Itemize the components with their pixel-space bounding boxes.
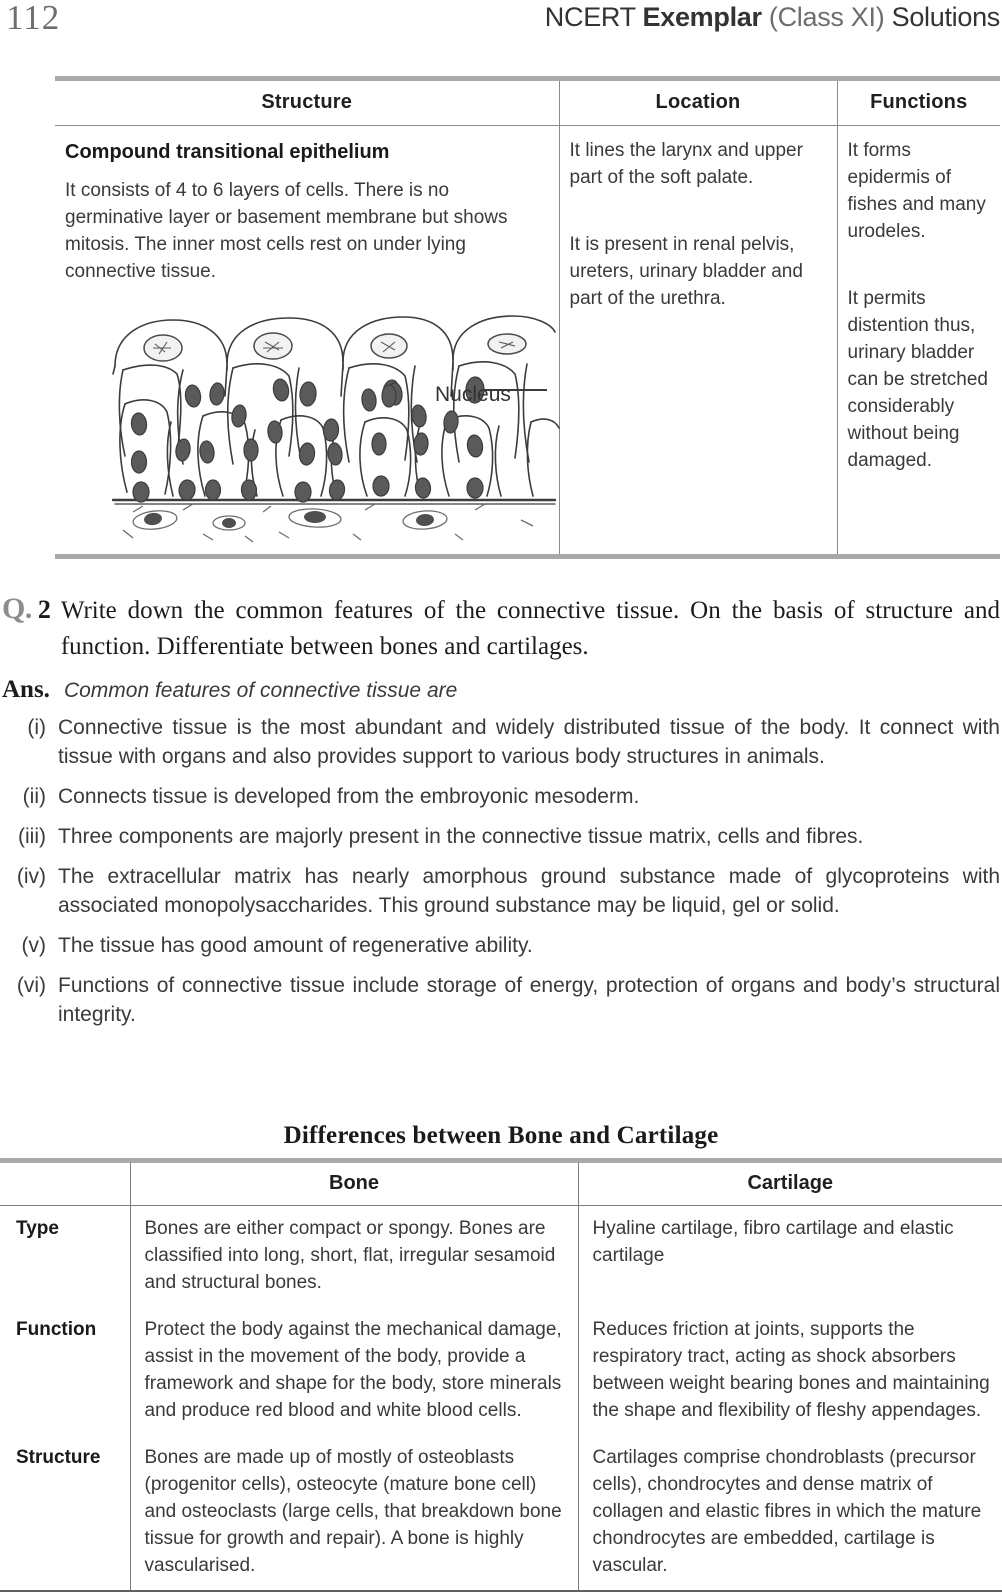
question-number: 2	[37, 595, 51, 624]
structure-body: It consists of 4 to 6 layers of cells. There is no germinative layer or basement membrane but shows mitosis. The inner most cells rest on under lying connective tissue.	[65, 180, 508, 283]
cell-cartilage-structure: Cartilages comprise chondroblasts (precursor cells), chondrocytes and dense matrix of collagen and elastic fibres in which the mature chondrocytes are embedded, cartilage is vascular.	[578, 1435, 1002, 1591]
list-text: Connective tissue is the most abundant and widely distributed tissue of the body. It connect with tissue with organs and also provides support to various body structures in animals.	[58, 716, 1000, 768]
question-answer-block	[0, 592, 1002, 1041]
functions-paragraph-1: It forms epidermis of fishes and many urodeles.	[847, 140, 986, 242]
running-head-solutions: Solutions	[884, 2, 1000, 32]
answer-lead-text: Common features of connective tissue are	[63, 679, 458, 702]
table-header-row	[55, 79, 1000, 126]
list-text: The tissue has good amount of regenerative ability.	[58, 933, 533, 957]
bone-cartilage-section	[0, 1108, 1002, 1592]
question-tag: Q.	[2, 592, 32, 625]
bone-cartilage-table	[0, 1158, 1002, 1592]
cell-bone-type: Bones are either compact or spongy. Bones are classified into long, short, flat, irregular sesamoid and structural bones.	[130, 1206, 578, 1307]
running-head-exemplar: Exemplar	[642, 2, 762, 32]
column-header-bone: Bone	[130, 1161, 578, 1206]
functions-paragraph-2: It permits distention thus, urinary bladder can be stretched considerably without being damaged.	[847, 287, 988, 471]
cell-structure	[55, 126, 559, 557]
list-marker: (ii)	[22, 784, 46, 808]
cell-functions	[837, 126, 1000, 557]
cell-bone-structure: Bones are made up of mostly of osteoblasts (progenitor cells), osteocyte (mature bone cell) and osteoclasts (large cells, that breakdown bone tissue for growth and repair). A bone is highly vascularised.	[130, 1435, 578, 1591]
list-item	[0, 972, 1002, 1030]
table-row	[0, 1435, 1002, 1591]
page-number: 112	[6, 0, 61, 37]
structure-title: Compound transitional epithelium	[65, 141, 390, 163]
list-text: Connects tissue is developed from the embroyonic mesoderm.	[58, 784, 640, 808]
list-text: Functions of connective tissue include storage of energy, protection of organs and body’s structural integrity.	[58, 973, 1000, 1026]
running-head-class: (Class XI)	[761, 2, 885, 32]
list-item	[0, 823, 1002, 852]
row-key-type: Type	[16, 1218, 59, 1239]
list-item	[0, 932, 1002, 961]
list-item	[0, 863, 1002, 921]
spacer	[848, 246, 991, 286]
list-marker: (i)	[27, 716, 46, 739]
location-paragraph-2: It is present in renal pelvis, ureters, urinary bladder and part of the urethra.	[569, 233, 803, 309]
list-item	[0, 783, 1002, 812]
column-header-structure: Structure	[55, 79, 559, 126]
bone-cartilage-caption: Differences between Bone and Cartilage	[283, 1122, 719, 1149]
epithelium-table	[55, 76, 1000, 559]
list-item	[0, 714, 1002, 772]
list-text: Three components are majorly present in the connective tissue matrix, cells and fibres.	[58, 824, 864, 848]
column-header-functions: Functions	[837, 79, 1000, 126]
table-row	[0, 1206, 1002, 1307]
row-key-structure: Structure	[0, 1435, 130, 1591]
question-row	[0, 592, 1002, 664]
epithelium-svg	[103, 304, 563, 544]
list-marker: (iv)	[16, 864, 46, 888]
answer-row	[0, 676, 1002, 704]
table-header-row	[0, 1161, 1002, 1206]
location-paragraph-1: It lines the larynx and upper part of the soft palate.	[569, 140, 803, 188]
row-key-function: Function	[16, 1318, 97, 1340]
cell-bone-function: Protect the body against the mechanical damage, assist in the movement of the body, provide a framework and shape for the body, store minerals and produce red blood and white blood cells.	[130, 1307, 578, 1435]
list-marker: (iii)	[18, 824, 46, 848]
list-marker: (vi)	[16, 973, 46, 997]
question-text: Write down the common features of the connective tissue. On the basis of structure and function. Differentiate between bones and cartilages.	[60, 597, 1000, 660]
page-header	[0, 0, 1002, 46]
list-marker: (v)	[21, 933, 46, 957]
spacer	[570, 192, 827, 232]
column-header-location: Location	[559, 79, 837, 126]
list-text: The extracellular matrix has nearly amorphous ground substance made of glycoproteins with associated monopolysaccharides. This ground substance may be liquid, gel or solid.	[58, 864, 1000, 917]
table-row	[55, 126, 1000, 557]
table-row	[0, 1307, 1002, 1435]
nucleus-label: Nucleus	[435, 383, 511, 407]
cell-cartilage-function: Reduces friction at joints, supports the respiratory tract, acting as shock absorbers between weight bearing bones and maintaining the shape and flexibility of fleshy appendages.	[578, 1307, 1002, 1435]
cell-location	[559, 126, 837, 557]
answer-tag: Ans.	[2, 676, 50, 703]
column-header-cartilage: Cartilage	[578, 1161, 1002, 1206]
running-head	[545, 2, 1000, 33]
column-header-attribute	[0, 1161, 130, 1206]
transitional-epithelium-diagram	[103, 304, 563, 544]
running-head-ncert: NCERT	[544, 2, 643, 32]
cell-cartilage-type: Hyaline cartilage, fibro cartilage and elastic cartilage	[578, 1206, 1002, 1307]
common-features-list	[0, 714, 1002, 1030]
epithelium-table-wrapper	[55, 76, 1000, 559]
